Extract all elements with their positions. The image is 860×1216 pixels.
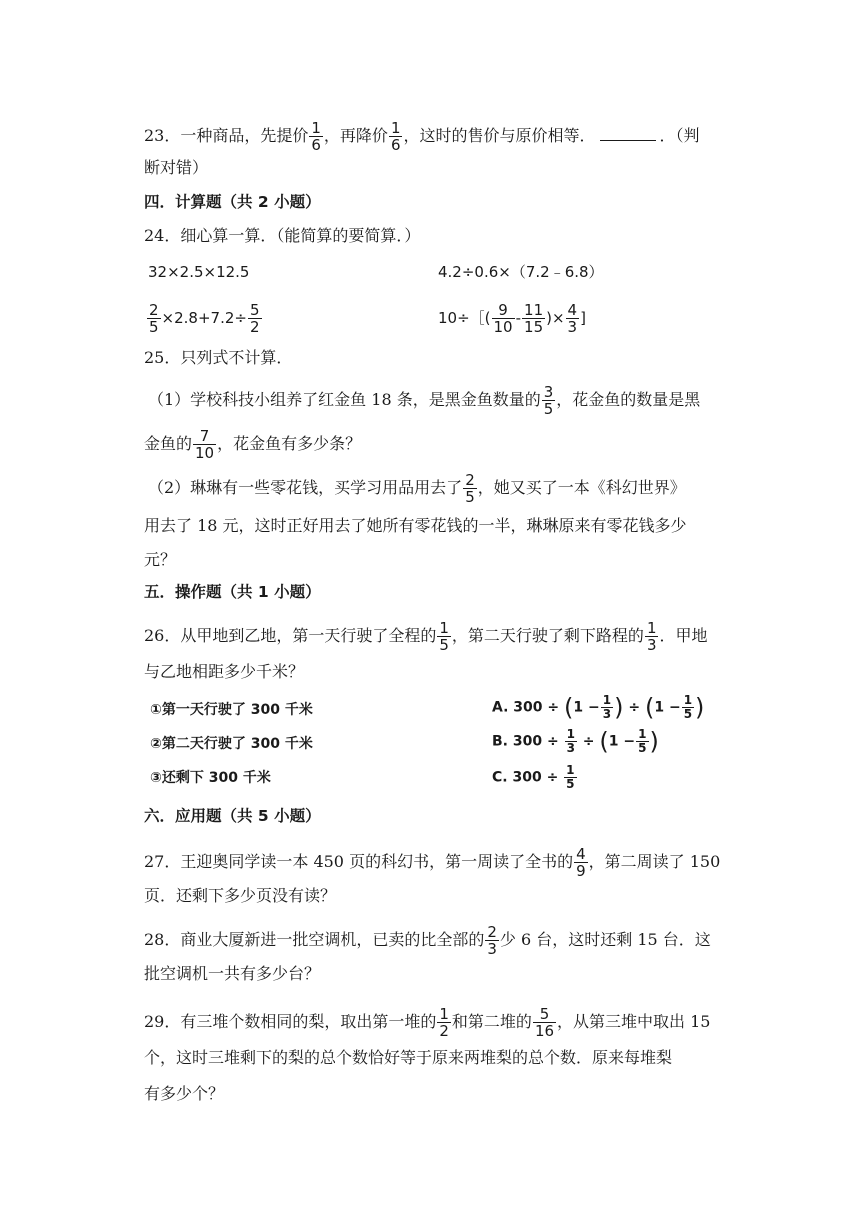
q25-p1-text-b: ，花金鱼的数量是黑 (556, 390, 701, 409)
denominator: 3 (487, 940, 497, 958)
question-29-line-2: 个，这时三堆剩下的梨的总个数恰好等于原来两堆梨的总个数．原来每堆梨 (144, 1048, 673, 1067)
denominator: 5 (683, 707, 693, 721)
question-23-line-2: 断对错） (144, 158, 209, 177)
q27-text-b: ，第二周读了 150 (588, 852, 721, 871)
q26-option-c (492, 764, 578, 791)
numerator: 9 (498, 301, 508, 319)
option-c-label: C. 300 ÷ (492, 769, 564, 786)
numerator: 7 (199, 427, 210, 445)
section-5-heading: 五．操作题（共 1 小题） (144, 583, 321, 601)
fraction (601, 694, 613, 721)
question-29-line-3: 有多少个？ (144, 1084, 225, 1103)
q29-text-c: ，从第三堆中取出 15 (557, 1012, 711, 1031)
answer-blank[interactable] (600, 126, 656, 141)
numerator: 11 (524, 301, 544, 319)
denominator: 3 (567, 318, 578, 336)
fraction (564, 764, 576, 791)
denominator: 6 (311, 136, 321, 154)
q26-condition-1: ①第一天行驶了 300 千米 (150, 702, 313, 718)
denominator: 3 (646, 636, 657, 654)
minus-sign: - (515, 309, 522, 327)
numerator: 4 (567, 301, 578, 319)
divide-sign: ÷ (623, 699, 645, 716)
question-28-line-2: 批空调机一共有多少台？ (144, 964, 321, 983)
fraction (309, 120, 323, 153)
q24-expr4-middle: )× (546, 309, 565, 327)
denominator: 3 (566, 741, 575, 755)
left-paren: ( (564, 693, 574, 722)
denominator: 5 (543, 400, 554, 418)
q25-p1-text-a: （1）学校科技小组养了红金鱼 18 条，是黑金鱼数量的 (148, 390, 541, 409)
right-paren: ) (649, 727, 659, 756)
q29-text-a: 29．有三堆个数相同的梨，取出第一堆的 (144, 1012, 437, 1031)
q25-p2-text-b: ，她又买了一本《科幻世界》 (477, 478, 686, 497)
numerator: 1 (683, 693, 693, 707)
numerator: 2 (487, 923, 497, 941)
denominator: 5 (439, 636, 449, 654)
q23-text-a: 23．一种商品，先提价 (144, 126, 309, 145)
numerator: 1 (566, 727, 575, 741)
q24-expression-3 (146, 302, 263, 335)
q23-text-d: ．（判 (659, 126, 700, 145)
fraction (463, 472, 477, 505)
q26-condition-3: ③还剩下 300 千米 (150, 770, 271, 786)
numerator: 1 (566, 763, 575, 777)
fraction (636, 728, 648, 755)
denominator: 6 (390, 136, 401, 154)
denominator: 5 (465, 488, 475, 506)
denominator: 5 (566, 777, 575, 791)
fraction (437, 1006, 451, 1039)
one-minus: 1 − (654, 699, 681, 716)
question-25-intro: 25．只列式不计算． (144, 348, 293, 367)
numerator: 1 (646, 619, 657, 637)
numerator: 4 (576, 845, 586, 863)
denominator: 10 (493, 318, 513, 336)
question-27-line-2: 页．还剩下多少页没有读？ (144, 886, 337, 905)
denominator: 5 (149, 318, 159, 336)
fraction (522, 302, 545, 335)
question-27-line-1 (144, 846, 720, 879)
q25-part1-line-2 (144, 428, 361, 461)
numerator: 1 (602, 693, 612, 707)
right-paren: ) (614, 693, 624, 722)
q26-option-a (492, 694, 704, 721)
section-4-heading: 四．计算题（共 2 小题） (144, 193, 321, 211)
right-paren: ) (695, 693, 705, 722)
q26-option-b (492, 728, 659, 755)
left-paren: ( (644, 693, 655, 722)
fraction (645, 620, 659, 653)
fraction (248, 302, 262, 335)
q29-text-b: 和第二堆的 (451, 1012, 532, 1031)
q28-text-b: 少 6 台，这时还剩 15 台．这 (499, 930, 711, 949)
fraction (565, 728, 577, 755)
numerator: 2 (465, 471, 475, 489)
numerator: 1 (439, 619, 449, 637)
denominator: 3 (602, 707, 612, 721)
q24-expr4-end: ] (580, 309, 586, 327)
question-26-line-1 (144, 620, 708, 653)
fraction (147, 302, 161, 335)
question-23-line-1 (144, 120, 700, 153)
divide-sign: ÷ (577, 733, 600, 750)
fraction (682, 694, 694, 721)
question-29-line-1 (144, 1006, 710, 1039)
fraction (485, 924, 499, 957)
q25-p1-text-c: 金鱼的 (144, 434, 193, 453)
q25-part2-line-1 (148, 472, 686, 505)
q25-part2-line-3: 元？ (144, 550, 177, 569)
fraction (437, 620, 451, 653)
q24-expression-2: 4.2÷0.6×（7.2﹣6.8） (438, 263, 604, 281)
question-28-line-1 (144, 924, 711, 957)
denominator: 9 (576, 862, 586, 880)
option-b-label: B. 300 ÷ (492, 733, 564, 750)
numerator: 1 (390, 119, 401, 137)
left-paren: ( (599, 727, 609, 756)
fraction (533, 1006, 556, 1039)
fraction (566, 302, 580, 335)
q24-expression-4 (438, 302, 586, 335)
q24-expr3-middle: ×2.8+7.2÷ (161, 309, 247, 327)
q25-part2-line-2: 用去了 18 元，这时正好用去了她所有零花钱的一半，琳琳原来有零花钱多少 (144, 516, 687, 535)
q24-expression-1: 32×2.5×12.5 (148, 263, 250, 281)
one-minus: 1 − (608, 733, 636, 750)
numerator: 5 (539, 1005, 550, 1023)
q26-text-b: ，第二天行驶了剩下路程的 (451, 626, 644, 645)
q24-expr4-start: 10÷［( (438, 309, 491, 327)
numerator: 5 (249, 301, 260, 319)
section-6-heading: 六．应用题（共 5 小题） (144, 807, 321, 825)
question-26-line-2: 与乙地相距多少千米？ (144, 662, 305, 681)
fraction (574, 846, 588, 879)
q25-p1-text-d: ，花金鱼有多少条？ (217, 434, 362, 453)
q26-text-c: ．甲地 (659, 626, 708, 645)
q25-part1-line-1 (148, 384, 700, 417)
numerator: 1 (311, 119, 321, 137)
option-a-label: A. 300 ÷ (492, 699, 564, 716)
numerator: 1 (638, 727, 647, 741)
q25-p2-text-a: （2）琳琳有一些零花钱，买学习用品用去了 (148, 478, 463, 497)
q26-condition-2: ②第二天行驶了 300 千米 (150, 736, 313, 752)
q27-text-a: 27．王迎奥同学读一本 450 页的科幻书，第一周读了全书的 (144, 852, 574, 871)
fraction (389, 120, 403, 153)
one-minus: 1 − (573, 699, 600, 716)
question-24-intro: 24．细心算一算．（能简算的要简算．） (144, 226, 421, 245)
fraction (542, 384, 556, 417)
fraction (492, 302, 515, 335)
q26-text-a: 26．从甲地到乙地，第一天行驶了全程的 (144, 626, 437, 645)
q28-text-a: 28．商业大厦新进一批空调机，已卖的比全部的 (144, 930, 485, 949)
fraction (193, 428, 216, 461)
denominator: 2 (439, 1022, 449, 1040)
denominator: 16 (534, 1022, 555, 1040)
q23-text-b: ，再降价 (323, 126, 388, 145)
numerator: 1 (439, 1005, 449, 1023)
denominator: 5 (638, 741, 647, 755)
numerator: 3 (543, 383, 554, 401)
denominator: 10 (195, 444, 215, 462)
denominator: 2 (249, 318, 260, 336)
numerator: 2 (149, 301, 159, 319)
denominator: 15 (524, 318, 544, 336)
q23-text-c: ，这时的售价与原价相等． (403, 126, 596, 145)
